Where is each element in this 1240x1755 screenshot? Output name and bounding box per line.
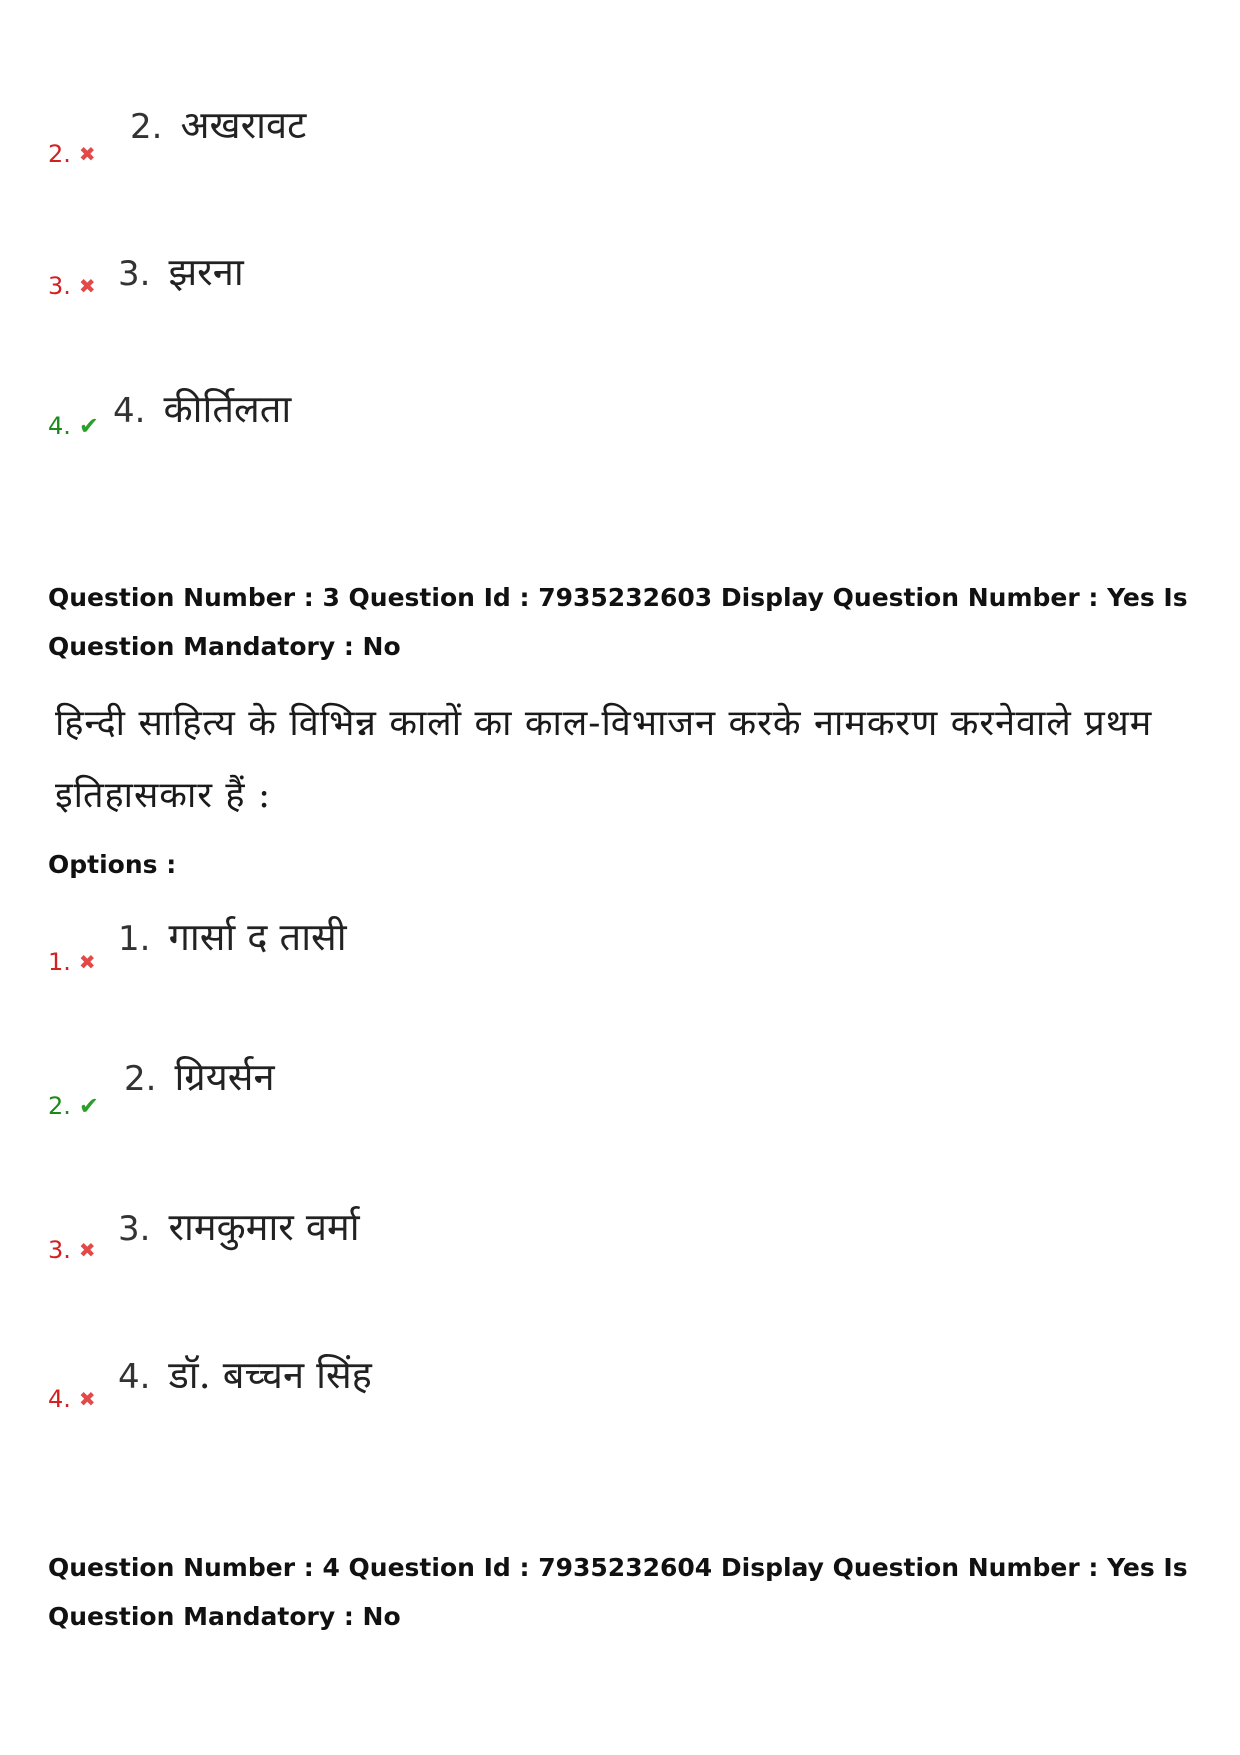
option-marker: 2. ✖ — [48, 140, 96, 168]
option-marker: 3. ✖ — [48, 272, 96, 300]
option-marker: 4. ✔ — [48, 412, 100, 440]
option-image-text: 3. झरना — [118, 250, 244, 294]
option-marker: 3. ✖ — [48, 1236, 96, 1264]
cross-icon: ✖ — [78, 142, 96, 166]
cross-icon: ✖ — [78, 950, 96, 974]
option-image-text: 2. अखरावट — [130, 103, 307, 147]
checkmark-icon: ✔ — [78, 1092, 100, 1120]
options-label: Options : — [48, 850, 177, 879]
option-image-text: 2. ग्रियर्सन — [124, 1055, 275, 1099]
cross-icon: ✖ — [78, 1238, 96, 1262]
cross-icon: ✖ — [78, 1387, 96, 1411]
cross-icon: ✖ — [78, 274, 96, 298]
option-marker: 2. ✔ — [48, 1092, 100, 1120]
question-text: हिन्दी साहित्य के विभिन्न कालों का काल-विभाजन करके नामकरण करनेवाले प्रथम इतिहासकार हैं : — [55, 703, 1153, 816]
question-header: Question Number : 3 Question Id : 7935232603 Display Question Number : Yes Is Question Mandatory : No — [48, 583, 1188, 661]
option-image-text: 3. रामकुमार वर्मा — [118, 1205, 360, 1249]
checkmark-icon: ✔ — [78, 412, 100, 440]
option-image-text: 4. डॉ. बच्चन सिंह — [118, 1353, 372, 1397]
option-image-text: 4. कीर्तिलता — [113, 387, 292, 431]
question-header: Question Number : 4 Question Id : 7935232604 Display Question Number : Yes Is Question Mandatory : No — [48, 1553, 1188, 1631]
option-marker: 1. ✖ — [48, 948, 96, 976]
option-marker: 4. ✖ — [48, 1385, 96, 1413]
option-image-text: 1. गार्सा द तासी — [118, 915, 347, 959]
